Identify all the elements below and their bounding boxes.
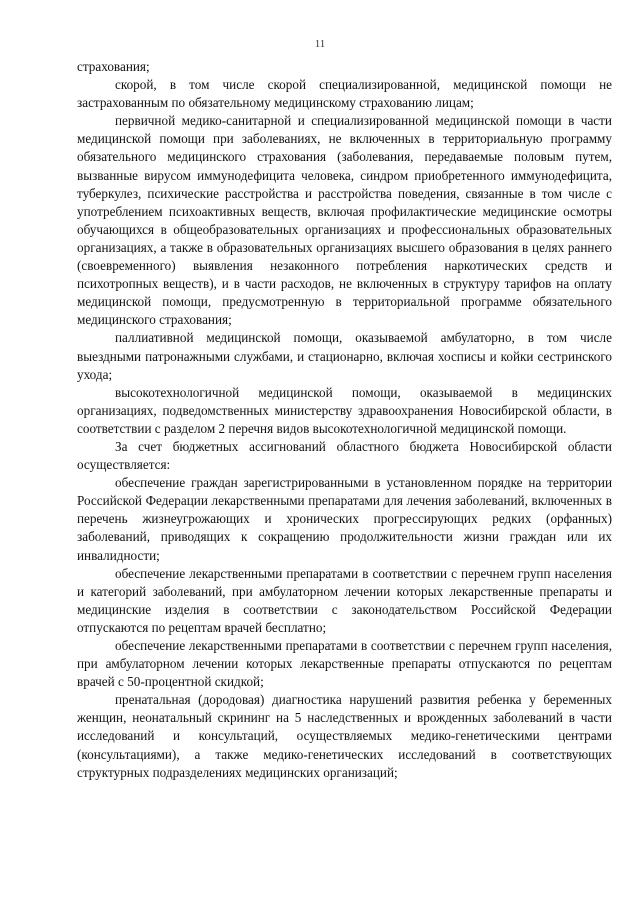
paragraph-prenatal-diagnostics: пренатальная (дородовая) диагностика нарушений развития ребенка у беременных женщин, неонатальный скрининг на 5 наследственных и врожденных заболеваний в части исследований и консультаций, осуществляемых медико-генетическими центрами (консультациями), а также медико-генетических исследований в соответствующих структурных подразделениях медицинских организаций; [77,692,612,780]
paragraph-free-drugs: обеспечение лекарственными препаратами в соответствии с перечнем групп населения и категорий заболеваний, при амбулаторном лечении которых лекарственные препараты и медицинские изделия в соответствии с законодательством Российской Федерации отпускаются по рецептам врачей бесплатно; [77,565,612,635]
paragraph-primary-care: первичной медико-санитарной и специализированной медицинской помощи в части медицинской помощи при заболеваниях, не включенных в территориальную программу обязательного медицинского страхования (заболевания, передаваемые половым путем, вызванные вирусом иммунодефицита человека, синдром приобретенного иммунодефицита, туберкулез, психические расстройства и расстройства поведения, связанные в том числе с употреблением психоактивных веществ, включая профилактические медицинские осмотры обучающихся в общеобразовательных организациях и профессиональных образовательных организациях, а также в образовательных организациях высшего образования в целях раннего (своевременного) выявления незаконного потребления наркотических средств и психотропных веществ), и в части расходов, не включенных в структуру тарифов на оплату медицинской помощи, предусмотренную в территориальной программе обязательного медицинского страхования; [77,113,612,328]
paragraph-discount-drugs: обеспечение лекарственными препаратами в соответствии с перечнем групп населения, при амбулаторном лечении которых лекарственные препараты отпускаются по рецептам врачей с 50-процентной скидкой; [77,638,612,690]
paragraph-emergency-care: скорой, в том числе скорой специализированной, медицинской помощи не застрахованным по обязательному медицинскому страхованию лицам; [77,77,612,111]
paragraph-regional-budget: За счет бюджетных ассигнований областного бюджета Новосибирской области осуществляется: [77,438,612,473]
body-text [77,58,612,782]
paragraph-insurance-end: страхования; [77,59,150,74]
page-number: 11 [314,38,326,50]
paragraph-high-tech-care: высокотехнологичной медицинской помощи, оказываемой в медицинских организациях, подведомственных министерству здравоохранения Новосибирской области, в соответствии с разделом 2 перечня видов высокотехнологичной медицинской помощи. [77,384,612,436]
paragraph-palliative-care: паллиативной медицинской помощи, оказываемой амбулаторно, в том числе выездными патронажными службами, и стационарно, включая хосписы и койки сестринского ухода; [77,330,612,382]
paragraph-orphan-drugs: обеспечение граждан зарегистрированными в установленном порядке на территории Российской Федерации лекарственными препаратами для лечения заболеваний, включенных в перечень жизнеугрожающих и хронических прогрессирующих редких (орфанных) заболеваний, приводящих к сокращению продолжительности жизни граждан или их инвалидности; [77,475,612,563]
